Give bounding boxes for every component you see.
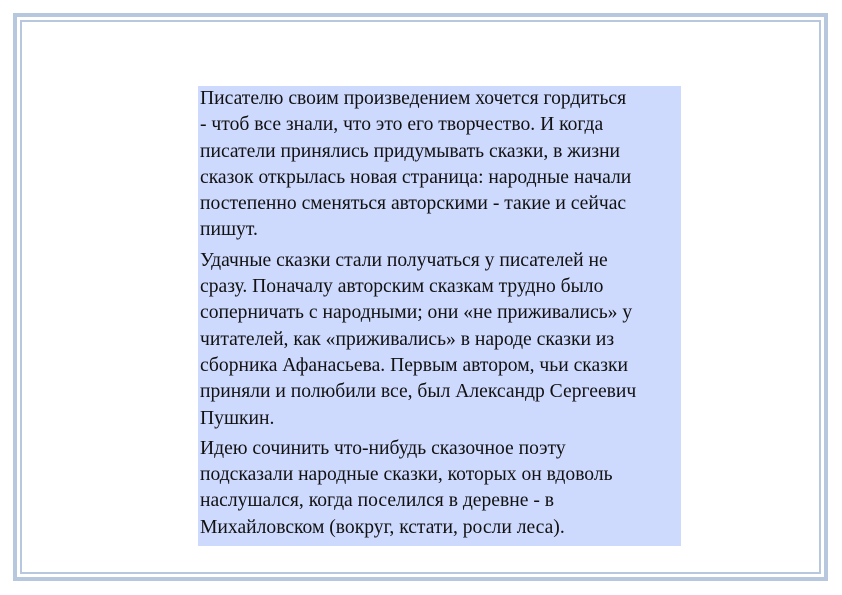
paragraph-3 — [200, 436, 681, 541]
text-line: сборника Афанасьева. Первым автором, чьи сказки — [200, 354, 628, 376]
text-line: приняли и полюбили все, был Александр Сергеевич — [200, 381, 637, 403]
text-line: писатели принялись придумывать сказки, в жизни — [200, 140, 621, 162]
text-line: - чтоб все знали, что это его творчество. И когда — [200, 114, 604, 136]
text-line: Михайловском (вокруг, кстати, росли леса). — [200, 516, 565, 538]
text-line: соперничать с народными; они «не приживались» у — [200, 302, 633, 324]
text-box — [198, 86, 681, 546]
text-line: наслушался, когда поселился в деревне - в — [200, 490, 555, 512]
text-line: читателей, как «приживались» в народе сказки из — [200, 328, 615, 350]
text-line: сказок открылась новая страница: народные начали — [200, 166, 632, 188]
paragraph-2 — [200, 248, 681, 432]
text-line: Удачные сказки стали получаться у писателей не — [200, 249, 608, 271]
paragraph-1 — [200, 86, 681, 244]
text-line: Писателю своим произведением хочется гордиться — [200, 88, 627, 109]
text-line: Идею сочинить что-нибудь сказочное поэту — [200, 437, 566, 459]
text-line: Пушкин. — [200, 407, 275, 429]
text-line: постепенно сменяться авторскими - такие и сейчас — [200, 193, 627, 215]
text-line: сразу. Поначалу авторским сказкам трудно было — [200, 276, 604, 298]
text-line: пишут. — [200, 219, 258, 241]
text-line: подсказали народные сказки, которых он вдоволь — [200, 464, 613, 486]
